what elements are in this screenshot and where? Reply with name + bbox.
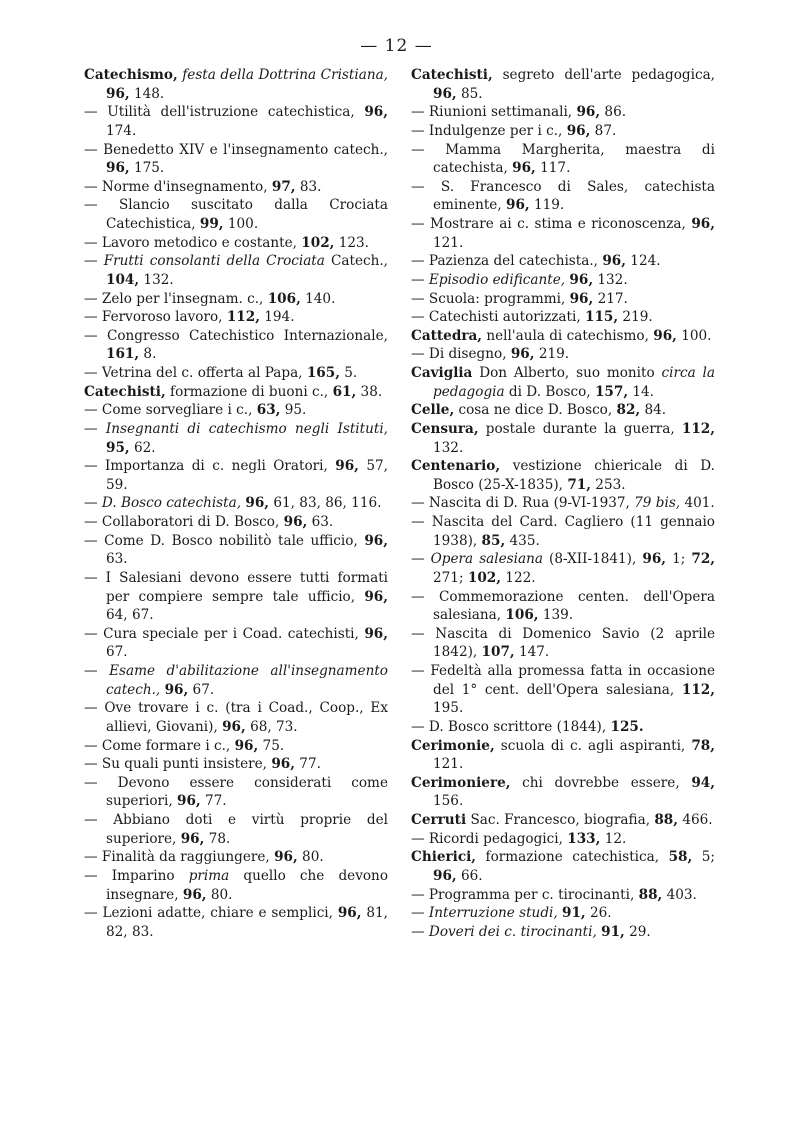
index-entry	[411, 588, 715, 625]
entry-text: 253.	[590, 476, 626, 493]
entry-text: 175.	[129, 160, 165, 177]
entry-text: —	[411, 551, 431, 568]
index-entry	[84, 234, 388, 253]
index-entry	[84, 737, 388, 756]
entry-text: 156.	[433, 793, 464, 810]
entry-text: 121.	[433, 756, 464, 773]
entry-text: 57, 59.	[106, 458, 388, 493]
entry-text: 217.	[593, 290, 628, 307]
index-entry	[411, 457, 715, 494]
index-entry	[84, 457, 388, 494]
entry-volume-ref: 82,	[616, 402, 641, 419]
entry-volume-ref: 96,	[506, 197, 530, 214]
entry-text: 26.	[585, 905, 612, 922]
index-entry	[411, 141, 715, 178]
index-entry	[411, 290, 715, 309]
entry-keyword: Catechisti,	[411, 67, 493, 83]
index-entry	[411, 737, 715, 774]
entry-text: — Ricordi pedagogici,	[411, 830, 568, 847]
entry-text: 403.	[662, 886, 697, 903]
entry-text: — Indulgenze per i c.,	[411, 122, 567, 139]
index-entry	[84, 625, 388, 662]
index-entry	[84, 532, 388, 569]
entry-volume-ref: 96,	[653, 327, 677, 344]
entry-volume-ref: 96,	[222, 718, 246, 735]
entry-text: — Come D. Bosco nobilitò tale ufficio,	[84, 532, 365, 549]
entry-text: — Benedetto XIV e l'insegnamento catech.,	[84, 141, 388, 158]
index-entry	[84, 420, 388, 457]
entry-text: — Catechisti autorizzati,	[411, 309, 585, 326]
entry-text: 85.	[456, 85, 483, 102]
entry-keyword: Celle,	[411, 402, 455, 419]
entry-text: — Fervoroso lavoro,	[84, 309, 227, 326]
entry-text: segreto dell'arte pedagogica,	[492, 67, 715, 83]
entry-volume-ref: 95,	[106, 439, 130, 456]
index-entry	[84, 178, 388, 197]
entry-text: 75.	[258, 737, 285, 754]
entry-text: — Di disegno,	[411, 346, 511, 363]
entry-volume-ref: 96,	[602, 253, 626, 270]
entry-text: 5.	[339, 365, 358, 381]
entry-volume-ref: 96,	[512, 160, 536, 177]
entry-keyword: Catechisti,	[84, 383, 166, 400]
entry-volume-ref: 72,	[691, 551, 716, 568]
entry-text: 80.	[206, 886, 233, 903]
entry-text: — Nascita di D. Rua (9-VI-1937,	[411, 495, 635, 512]
entry-text: — Nascita di Domenico Savio (2 aprile 1842),	[411, 625, 715, 661]
entry-text: 139.	[538, 607, 574, 624]
index-column-right	[411, 66, 715, 941]
entry-text: 119.	[529, 197, 565, 214]
entry-text: 147.	[514, 644, 550, 661]
entry-keyword: Chierici,	[411, 849, 477, 866]
entry-text: — Slancio suscitato dalla Crociata Catechistica,	[84, 197, 388, 232]
index-entry	[84, 103, 388, 140]
entry-text: 95.	[280, 402, 307, 419]
entry-text: di D. Bosco,	[504, 383, 595, 400]
entry-text: —	[84, 663, 110, 679]
entry-volume-ref: 96,	[364, 625, 388, 642]
entry-text: — Finalità da raggiungere,	[84, 849, 275, 866]
entry-text: — I Salesiani devono essere tutti formati per compiere sempre tale ufficio,	[84, 569, 388, 605]
entry-volume-ref: 88,	[638, 886, 663, 903]
entry-text: 83.	[295, 178, 322, 195]
index-entry	[411, 401, 715, 420]
entry-title-text: Interruzione studi,	[428, 905, 558, 922]
entry-text: 132.	[139, 271, 174, 288]
index-entry	[411, 830, 715, 849]
entry-volume-ref: 106,	[267, 290, 301, 307]
entry-text: chi dovrebbe essere,	[510, 774, 692, 791]
entry-keyword: Cattedra,	[411, 327, 483, 344]
index-entry	[84, 494, 388, 513]
index-entry	[411, 327, 715, 346]
entry-text: 14.	[628, 383, 654, 400]
entry-text: — Cura speciale per i Coad. catechisti,	[84, 625, 365, 642]
entry-keyword: Caviglia	[411, 365, 473, 381]
entry-text: 219.	[534, 346, 570, 363]
entry-text: (8-XII-1841),	[542, 551, 643, 568]
entry-volume-ref: 112,	[681, 420, 715, 437]
entry-text: — Commemorazione centen. dell'Opera salesiana,	[411, 588, 715, 624]
entry-text: Catech.,	[324, 253, 388, 270]
entry-text: 466.	[678, 812, 713, 828]
entry-volume-ref: 96,	[283, 514, 308, 530]
entry-text: 148.	[129, 85, 165, 102]
entry-text: — Pazienza del catechista.,	[411, 253, 603, 270]
entry-text: 174.	[106, 122, 137, 139]
entry-text: 401.	[680, 495, 715, 512]
entry-title-text: Esame d'abilitazione all'insegnamento catech.,	[106, 663, 388, 698]
entry-volume-ref: 78,	[691, 737, 715, 754]
entry-volume-ref: 96,	[182, 886, 207, 903]
index-entry	[411, 848, 715, 885]
entry-volume-ref: 96,	[576, 104, 601, 121]
index-entry	[411, 811, 715, 830]
index-entry	[84, 867, 388, 904]
entry-text: 63.	[307, 514, 334, 530]
entry-text: 195.	[433, 700, 464, 717]
entry-text: 121.	[433, 234, 464, 251]
entry-volume-ref: 106,	[505, 607, 539, 624]
entry-title-text: circa la pedagogia	[433, 365, 716, 400]
entry-text: Don Alberto, suo monito	[472, 365, 662, 381]
index-entry	[411, 774, 715, 811]
entry-text: —	[84, 420, 106, 437]
entry-volume-ref: 157,	[594, 383, 629, 400]
entry-text: quello che devono insegnare,	[106, 867, 389, 903]
entry-text: 61, 83, 86, 116.	[269, 495, 382, 512]
entry-text: vestizione chiericale di D. Bosco (25-X-1835),	[433, 458, 715, 493]
entry-text: 29.	[624, 923, 651, 940]
entry-text: 38.	[356, 383, 383, 400]
entry-text: — D. Bosco scrittore (1844),	[411, 718, 611, 735]
index-entry	[411, 252, 715, 271]
entry-text: — Zelo per l'insegnam. c.,	[84, 290, 268, 307]
entry-text: — Imparino	[84, 867, 189, 884]
entry-text: nell'aula di catechismo,	[482, 327, 654, 344]
entry-text: 64, 67.	[106, 607, 154, 624]
entry-volume-ref: 88,	[654, 812, 678, 828]
entry-text: 271;	[433, 569, 468, 586]
entry-volume-ref: 96,	[691, 216, 715, 232]
entry-volume-ref: 96,	[364, 588, 388, 605]
entry-volume-ref: 133,	[567, 830, 601, 847]
entry-text: — Congresso Catechistico Internazionale,	[84, 327, 388, 344]
entry-keyword: Censura,	[411, 420, 479, 437]
entry-keyword: Catechismo,	[84, 67, 178, 83]
index-entry	[411, 271, 715, 290]
entry-title-text: Doveri dei c. tirocinanti,	[428, 923, 597, 940]
entry-volume-ref: 97,	[271, 178, 296, 195]
entry-text: 77.	[200, 793, 227, 810]
entry-text: — Ove trovare i c. (tra i Coad., Coop., Ex allievi, Giovani),	[84, 700, 388, 735]
entry-text: —	[411, 905, 429, 922]
index-entry	[411, 308, 715, 327]
index-column-left	[84, 66, 388, 941]
entry-volume-ref: 115,	[584, 309, 619, 326]
entry-text: 1;	[666, 551, 692, 568]
entry-text: 117.	[535, 160, 571, 177]
entry-text: formazione di buoni c.,	[165, 383, 333, 400]
entry-title-text: prima	[188, 867, 230, 884]
entry-volume-ref: 96,	[364, 532, 388, 549]
entry-volume-ref: 91,	[562, 905, 586, 922]
entry-volume-ref: 99,	[199, 216, 224, 232]
index-entry	[84, 290, 388, 309]
entry-volume-ref: 96,	[164, 681, 189, 698]
entry-volume-ref: 96,	[177, 793, 201, 810]
entry-volume-ref: 112,	[226, 309, 260, 326]
index-entry	[411, 122, 715, 141]
index-entry	[411, 904, 715, 923]
entry-text: 66.	[456, 867, 483, 884]
index-entry	[84, 364, 388, 383]
entry-text: 67.	[106, 644, 128, 661]
entry-volume-ref: 96,	[234, 737, 259, 754]
entry-volume-ref: 94,	[691, 774, 715, 791]
entry-text: — Importanza di c. negli Oratori,	[84, 458, 336, 475]
entry-volume-ref: 58,	[668, 849, 693, 866]
entry-text: cosa ne dice D. Bosco,	[454, 402, 617, 419]
entry-text: — Fedeltà alla promessa fatta in occasione del 1° cent. dell'Opera salesiana,	[411, 663, 715, 698]
entry-keyword: Cerimoniere,	[411, 774, 511, 791]
entry-text: — Come formare i c.,	[84, 737, 235, 754]
entry-volume-ref: 165,	[306, 365, 340, 381]
entry-volume-ref: 102,	[301, 234, 335, 251]
index-entry	[84, 569, 388, 625]
index-entry	[411, 215, 715, 252]
index-entry	[411, 625, 715, 662]
entry-title-text: Opera salesiana	[430, 551, 543, 568]
entry-keyword: Cerruti	[411, 812, 467, 828]
entry-volume-ref: 96,	[245, 495, 270, 512]
index-entry	[411, 345, 715, 364]
entry-text: —	[411, 923, 429, 940]
entry-volume-ref: 91,	[601, 923, 625, 940]
index-entry	[411, 494, 715, 513]
entry-text: — Mostrare ai c. stima e riconoscenza,	[411, 216, 692, 232]
entry-volume-ref: 61,	[332, 383, 357, 400]
page-number: — 12 —	[360, 36, 433, 56]
index-entry	[84, 141, 388, 178]
entry-text: 124.	[625, 253, 661, 270]
entry-volume-ref: 96,	[180, 830, 205, 847]
entry-title-text: 79 bis,	[634, 495, 681, 512]
entry-text: — Lavoro metodico e costante,	[84, 234, 302, 251]
index-entry	[411, 662, 715, 718]
entry-title-text: festa della Dottrina Cristiana,	[182, 67, 388, 83]
entry-volume-ref: 96,	[569, 271, 594, 288]
entry-text: 67.	[188, 681, 215, 698]
index-entry	[84, 699, 388, 736]
entry-text: — Programma per c. tirocinanti,	[411, 886, 639, 903]
index-entry	[84, 66, 388, 103]
entry-text: —	[84, 253, 104, 270]
entry-text: 63.	[106, 551, 128, 568]
entry-volume-ref: 96,	[510, 346, 535, 363]
entry-text: 123.	[334, 234, 369, 251]
index-entry	[84, 662, 388, 699]
entry-text: 132.	[433, 439, 464, 456]
entry-keyword: Cerimonie,	[411, 737, 495, 754]
entry-volume-ref: 96,	[335, 458, 359, 475]
index-entry	[411, 66, 715, 103]
entry-volume-ref: 125.	[610, 718, 644, 735]
entry-keyword: Centenario,	[411, 458, 501, 475]
entry-text: scuola di c. agli aspiranti,	[494, 737, 692, 754]
entry-text: — Su quali punti insistere,	[84, 756, 272, 773]
entry-text: 77.	[294, 756, 321, 773]
entry-text: 100.	[223, 216, 259, 232]
index-entry	[411, 886, 715, 905]
index-entry	[84, 196, 388, 233]
entry-volume-ref: 96,	[106, 160, 130, 177]
index-entry	[84, 308, 388, 327]
entry-text: — Norme d'insegnamento,	[84, 178, 272, 195]
entry-volume-ref: 112,	[681, 681, 715, 698]
entry-title-text: Frutti consolanti della Crociata	[103, 253, 325, 270]
entry-text: formazione catechistica,	[476, 849, 669, 866]
entry-text: — Come sorvegliare i c.,	[84, 402, 257, 419]
entry-text: — Nascita del Card. Cagliero (11 gennaio 1938),	[411, 514, 715, 549]
entry-volume-ref: 96,	[106, 85, 130, 102]
entry-text: 84.	[640, 402, 667, 419]
entry-volume-ref: 96,	[271, 756, 295, 773]
entry-volume-ref: 96,	[274, 849, 298, 866]
entry-volume-ref: 107,	[481, 644, 515, 661]
entry-text: — Scuola: programmi,	[411, 290, 570, 307]
index-entry	[84, 904, 388, 941]
entry-volume-ref: 102,	[467, 569, 501, 586]
entry-text: 8.	[139, 346, 157, 363]
entry-volume-ref: 96,	[433, 867, 457, 884]
entry-text: 81, 82, 83.	[106, 905, 388, 940]
entry-volume-ref: 96,	[569, 290, 594, 307]
index-entry	[84, 252, 388, 289]
entry-text: — S. Francesco di Sales, catechista eminente,	[411, 178, 715, 214]
entry-title-text: Insegnanti di catechismo negli Istituti,	[105, 420, 388, 437]
entry-volume-ref: 96,	[337, 905, 362, 922]
entry-text: 194.	[259, 309, 295, 326]
index-entry	[411, 103, 715, 122]
index-entry	[84, 383, 388, 402]
index-entry	[84, 774, 388, 811]
entry-text: 86.	[600, 104, 627, 121]
entry-text: 62.	[129, 439, 156, 456]
index-entry	[411, 718, 715, 737]
entry-text: 100.	[676, 327, 712, 344]
entry-text: 68, 73.	[245, 718, 298, 735]
entry-text: —	[84, 495, 102, 512]
entry-title-text: Episodio edificante,	[428, 271, 566, 288]
entry-text: 12.	[600, 830, 627, 847]
index-entry	[84, 811, 388, 848]
entry-text: — Collaboratori di D. Bosco,	[84, 514, 284, 530]
entry-text: — Vetrina del c. offerta al Papa,	[84, 365, 307, 381]
entry-volume-ref: 85,	[481, 532, 506, 549]
entry-text: 122.	[500, 569, 536, 586]
entry-text: postale durante la guerra,	[478, 420, 682, 437]
entry-text: — Abbiano doti e virtù proprie del superiore,	[84, 812, 388, 847]
entry-text: — Mamma Margherita, maestra di catechista,	[411, 141, 715, 177]
entry-volume-ref: 71,	[567, 476, 591, 493]
entry-text: 87.	[590, 122, 617, 139]
index-entry	[411, 178, 715, 215]
entry-text: 219.	[618, 309, 653, 326]
index-entry	[84, 327, 388, 364]
entry-text: — Riunioni settimanali,	[411, 104, 577, 121]
entry-text: Sac. Francesco, biografia,	[466, 812, 655, 828]
entry-volume-ref: 161,	[106, 346, 140, 363]
entry-volume-ref: 96,	[566, 122, 591, 139]
entry-volume-ref: 104,	[106, 271, 140, 288]
entry-title-text: D. Bosco catechista,	[101, 495, 242, 512]
entry-text: 80.	[297, 849, 324, 866]
index-entry	[84, 401, 388, 420]
index-entry	[84, 755, 388, 774]
index-entry	[411, 420, 715, 457]
index-entry	[84, 848, 388, 867]
entry-text: — Devono essere considerati come superiori,	[84, 774, 388, 810]
entry-text: — Lezioni adatte, chiare e semplici,	[84, 905, 338, 922]
entry-volume-ref: 96,	[433, 85, 457, 102]
entry-volume-ref: 63,	[256, 402, 281, 419]
entry-text: 5;	[692, 849, 715, 866]
index-entry	[411, 364, 715, 401]
entry-text: 132.	[593, 271, 628, 288]
index-entry	[411, 550, 715, 587]
entry-text: 435.	[505, 532, 540, 549]
entry-text: 78.	[204, 830, 231, 847]
entry-text: —	[411, 271, 429, 288]
entry-text: — Utilità dell'istruzione catechistica,	[84, 104, 365, 121]
entry-volume-ref: 96,	[364, 104, 388, 121]
index-entry	[84, 513, 388, 532]
index-entry	[411, 923, 715, 942]
entry-text: 140.	[300, 290, 336, 307]
entry-volume-ref: 96,	[642, 551, 667, 568]
index-entry	[411, 513, 715, 550]
